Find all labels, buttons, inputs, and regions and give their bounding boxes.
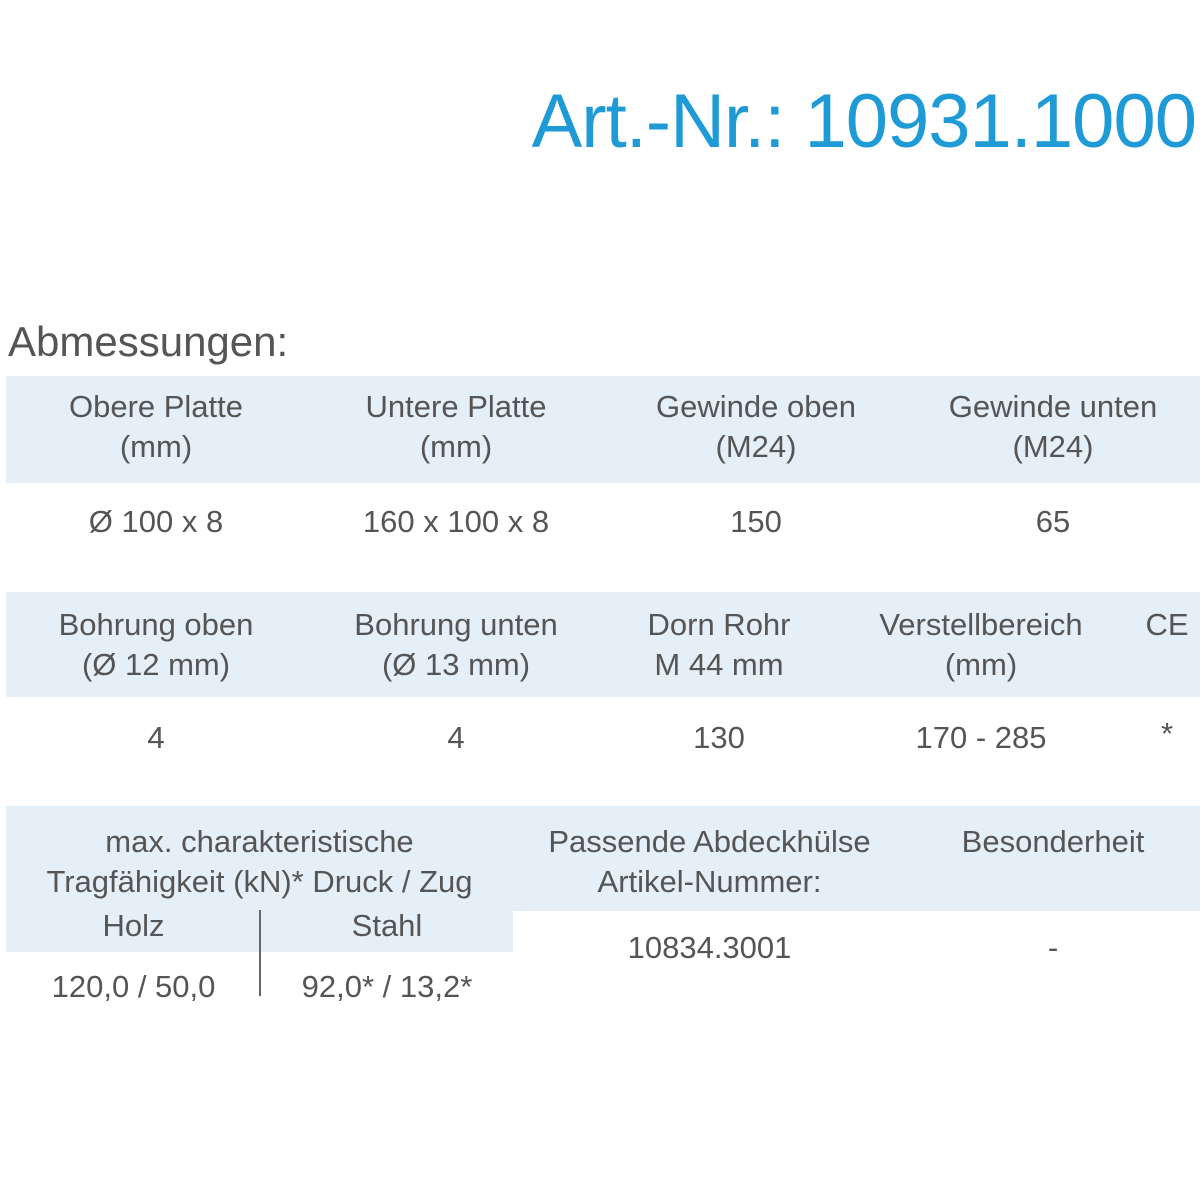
table1-header-gewinde-oben bbox=[606, 387, 906, 467]
header-line: (mm) bbox=[419, 429, 493, 464]
table3-value-holz: 120,0 / 50,0 bbox=[51, 969, 216, 1004]
header-line: Untere Platte bbox=[365, 389, 547, 424]
header-line: Obere Platte bbox=[68, 389, 244, 424]
table1-value-obere-platte: Ø 100 x 8 bbox=[88, 504, 224, 539]
header-line: Passende Abdeckhülse bbox=[548, 824, 871, 859]
table2-value-dorn-rohr: 130 bbox=[693, 720, 745, 755]
table3-header-abdeckhuelse bbox=[513, 822, 906, 902]
table2-value-ce: * bbox=[1160, 716, 1174, 751]
header-line: Bohrung unten bbox=[354, 607, 558, 642]
table1-value-untere-platte: 160 x 100 x 8 bbox=[362, 504, 550, 539]
header-line: (M24) bbox=[1012, 429, 1094, 464]
header-line: Dorn Rohr bbox=[647, 607, 791, 642]
header-line: Artikel-Nummer: bbox=[597, 864, 822, 899]
table3-subheader-holz: Holz bbox=[102, 908, 165, 943]
table2-header-ce bbox=[1134, 605, 1200, 645]
header-line: Bohrung oben bbox=[58, 607, 254, 642]
header-line: Gewinde unten bbox=[948, 389, 1158, 424]
section-title: Abmessungen: bbox=[8, 318, 289, 365]
header-line: CE bbox=[1145, 607, 1189, 642]
header-line: (Ø 13 mm) bbox=[381, 647, 531, 682]
table1-header-untere-platte bbox=[306, 387, 606, 467]
header-line: max. charakteristische bbox=[105, 824, 414, 859]
table1-header-obere-platte bbox=[6, 387, 306, 467]
table3-value-besonderheit: - bbox=[1047, 930, 1059, 965]
table1-value-gewinde-unten: 65 bbox=[1035, 504, 1071, 539]
header-line: (M24) bbox=[715, 429, 797, 464]
header-line: Tragfähigkeit (kN)* Druck / Zug bbox=[46, 864, 473, 899]
table2-header-dorn-rohr bbox=[606, 605, 832, 685]
table3-header-capacity bbox=[6, 822, 513, 902]
table2-header-bohrung-oben bbox=[6, 605, 306, 685]
table2-header-verstellbereich bbox=[850, 605, 1112, 685]
table2-header-bohrung-unten bbox=[306, 605, 606, 685]
table2-value-bohrung-unten: 4 bbox=[447, 720, 465, 755]
header-line: (mm) bbox=[944, 647, 1018, 682]
table2-value-bohrung-oben: 4 bbox=[147, 720, 165, 755]
header-line: Gewinde oben bbox=[656, 389, 856, 424]
header-line: (Ø 12 mm) bbox=[81, 647, 231, 682]
header-line: Verstellbereich bbox=[879, 607, 1083, 642]
table2-value-verstellbereich: 170 - 285 bbox=[915, 720, 1047, 755]
table3-subheader-stahl: Stahl bbox=[351, 908, 423, 943]
table1-header-gewinde-unten bbox=[906, 387, 1200, 467]
table1-value-gewinde-oben: 150 bbox=[730, 504, 782, 539]
header-line: (mm) bbox=[119, 429, 193, 464]
article-number: Art.-Nr.: 10931.1000 bbox=[531, 79, 1196, 164]
table3-value-abdeckhuelse: 10834.3001 bbox=[627, 930, 792, 965]
table3-header-besonderheit: Besonderheit bbox=[961, 824, 1145, 859]
table3-value-stahl: 92,0* / 13,2* bbox=[301, 969, 473, 1004]
header-line: M 44 mm bbox=[654, 647, 784, 682]
